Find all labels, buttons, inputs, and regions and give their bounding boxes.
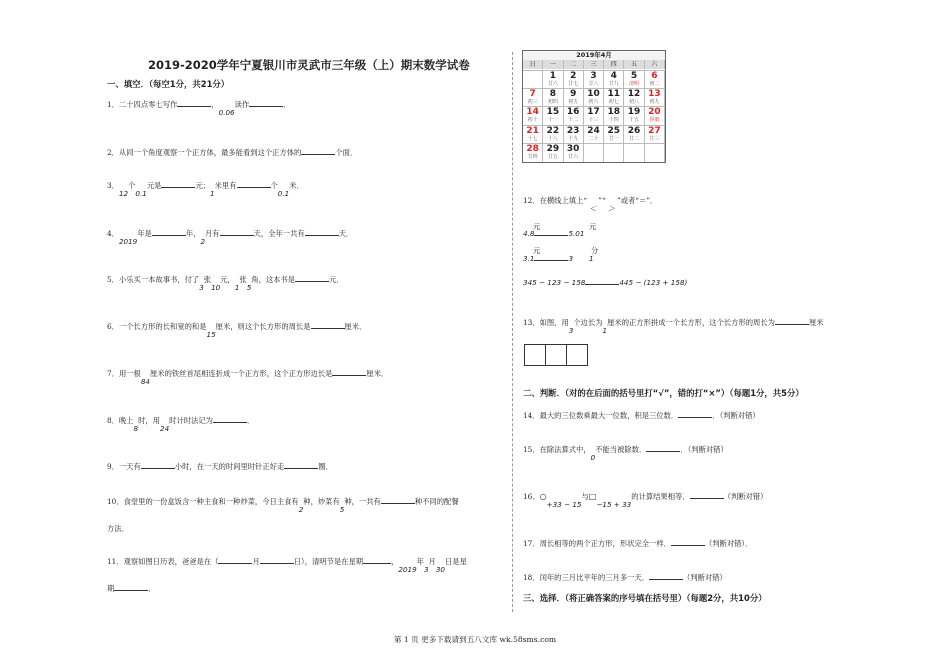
calendar-lunar-date: 二十: [588, 135, 599, 142]
calendar-day: [523, 126, 543, 144]
calendar-week-row: [523, 70, 665, 89]
question-10-cont: 方法．: [107, 524, 129, 533]
section-2-heading: 二、判断．（对的在后面的括号里打“√”，错的打“×”）（每题1分，共5分）: [523, 388, 804, 398]
calendar-week-row: [523, 106, 665, 125]
question-17: 17．周长相等的两个正方形，形状完全一样． （判断对错）．: [523, 539, 753, 548]
calendar-day: [564, 144, 584, 162]
calendar-lunar-date: 谷雨: [649, 117, 660, 124]
calendar-day: [624, 107, 644, 125]
calendar-table: [522, 50, 666, 163]
calendar-day-number: 16: [566, 107, 580, 118]
calendar-day: [584, 126, 604, 144]
question-4: 4．2019年是 年，2月有 天，全年一共有 天．: [107, 229, 354, 246]
calendar-lunar-date: 廿三: [649, 135, 660, 142]
calendar-day: [523, 71, 543, 89]
question-7: 7．用一根84厘米的铁丝首尾相连折成一个正方形，这个正方形边长是 厘米．: [107, 369, 389, 386]
question-13: 13．如图，用3个边长为1厘米的正方形拼成一个长方形，这个长方形的周长为 厘米: [523, 318, 824, 335]
calendar-lunar-date: 廿六: [568, 153, 579, 160]
calendar-day: [604, 71, 624, 89]
calendar-day: [645, 107, 665, 125]
calendar-day: [564, 107, 584, 125]
calendar-day-number: 5: [630, 71, 638, 81]
calendar-day: [624, 89, 644, 107]
calendar-day-number: 15: [546, 107, 560, 118]
question-12-row1: 元: [533, 222, 541, 231]
section-1-heading: 一、填空．（每空1分，共21分）: [107, 79, 230, 89]
calendar-day: [523, 107, 543, 125]
calendar-day: [564, 126, 584, 144]
calendar-weekday: 三: [584, 60, 604, 69]
page-footer: 第 1 页 更多下载请到五八文库 wk.58sms.com: [393, 635, 557, 644]
calendar-day: [523, 144, 543, 162]
calendar-weekday: 六: [645, 60, 665, 69]
calendar-day: [584, 89, 604, 107]
calendar-lunar-date: 廿二: [629, 135, 640, 142]
calendar-lunar-date: 初三: [527, 99, 538, 106]
calendar-lunar-date: 清明: [629, 81, 640, 87]
calendar-day: [604, 89, 624, 107]
calendar-weekday: 五: [624, 60, 644, 69]
question-2: 2．从同一个角度观察一个正方体，最多能看到这个正方体的 个面．: [107, 148, 358, 157]
calendar-lunar-date: 廿八: [588, 81, 599, 87]
question-6: 6．一个长方形的长和宽的和是15厘米，则这个长方形的周长是 厘米．: [107, 322, 367, 339]
calendar-weekday: 四: [604, 60, 624, 69]
calendar-day: [584, 107, 604, 125]
calendar-day: [624, 144, 644, 162]
calendar-lunar-date: 初九: [649, 99, 660, 106]
page-title: 2019-2020学年宁夏银川市灵武市三年级（上）期末数学试卷: [148, 58, 470, 72]
question-12-row3: 345 − 123 − 158 445 − (123 + 158): [523, 278, 688, 287]
calendar-day: [543, 71, 563, 89]
calendar-day-number: 14: [526, 107, 539, 118]
calendar-day-number: 18: [607, 107, 621, 118]
question-12-row1-unit: 元: [589, 222, 597, 231]
calendar-day-number: 21: [526, 125, 539, 136]
calendar-day: [543, 126, 563, 144]
calendar-day: [543, 89, 563, 107]
calendar-day: [584, 71, 604, 89]
calendar-lunar-date: 初五: [568, 99, 579, 106]
calendar-day-number: 12: [627, 89, 641, 100]
question-9: 9．一天有 小时，在一天的时间里时针正好走 圈．: [107, 462, 333, 471]
calendar-lunar-date: 十三: [588, 117, 599, 124]
calendar-lunar-date: 十七: [527, 135, 538, 142]
calendar-lunar-date: 十九: [568, 135, 579, 142]
calendar-lunar-date: 十一: [547, 117, 558, 124]
calendar-lunar-date: 廿九: [608, 81, 619, 87]
calendar-lunar-date: 初八: [629, 99, 640, 106]
question-12: 12．在横线上填上“＜”“＞”或者“＝”．: [523, 196, 658, 213]
calendar-day: [604, 107, 624, 125]
calendar-lunar-date: 廿四: [527, 153, 538, 160]
question-14: 14．最大的三位数乘最大一位数，积是三位数． ．（判断对错）: [523, 411, 760, 420]
calendar-lunar-date: 十二: [568, 117, 579, 124]
calendar-title: 2019年4月: [523, 51, 665, 60]
calendar-day: [604, 126, 624, 144]
question-11: 11．观察如图日历表，爸爸是在（ 月 日），清明节是在星期 ，2019年3月30日是星: [107, 557, 467, 574]
calendar-day: [645, 126, 665, 144]
question-3: 3．12个0.1元是 元；1米里有 个0.1米．: [107, 181, 304, 198]
calendar-lunar-date: 廿六: [547, 81, 558, 87]
calendar-lunar-date: 廿七: [568, 81, 579, 87]
calendar-day: [564, 89, 584, 107]
question-11-cont: 期 ．: [107, 584, 156, 593]
calendar-day-number: 1: [549, 71, 557, 81]
question-12-row2: 元: [533, 246, 541, 255]
question-1: 1．二十四点零七写作 ，0.06读作 ．: [107, 100, 291, 117]
calendar-day-number: 27: [648, 125, 661, 136]
calendar-weekday: 二: [564, 60, 584, 69]
calendar-day-number: 7: [529, 89, 536, 100]
calendar-day-number: 19: [627, 107, 641, 118]
calendar-day-number: 20: [648, 107, 661, 118]
square-2: [545, 344, 567, 366]
calendar-day-number: 11: [607, 89, 621, 100]
calendar-day: [604, 144, 624, 162]
question-10: 10．食堂里的一份盒饭含一种主食和一种炒菜，今日主食有2种，炒菜有5种，一共有 种不同的配餐: [107, 497, 459, 514]
calendar-day-number: 22: [546, 125, 560, 136]
calendar-lunar-date: 十四: [608, 117, 619, 124]
calendar-day-number: 3: [590, 71, 597, 81]
calendar-lunar-date: 廿一: [608, 135, 619, 142]
question-5: 5．小乐买一本故事书，付了3张10元，1张5角，这本书是 元．: [107, 275, 344, 292]
calendar-day-number: 17: [587, 107, 600, 118]
calendar-lunar-date: 初十: [527, 117, 538, 124]
calendar-day: [645, 89, 665, 107]
calendar-day-number: 30: [566, 143, 580, 154]
square-3: [566, 344, 588, 366]
square-1: [524, 344, 546, 366]
calendar-day-number: 8: [549, 89, 557, 100]
calendar-lunar-date: 初七: [608, 99, 619, 106]
calendar-day-number: 2: [570, 71, 577, 81]
calendar-day-number: 13: [648, 89, 661, 100]
section-3-heading: 三、选择．（将正确答案的序号填在括号里）（每题2分，共10分）: [523, 593, 767, 603]
calendar-day-number: 23: [566, 125, 580, 136]
calendar-day-number: 10: [587, 89, 600, 100]
calendar-week-row: [523, 143, 665, 162]
calendar-day-number: 24: [587, 125, 600, 136]
calendar-day: [624, 71, 644, 89]
question-12-v5: 1: [589, 254, 594, 263]
calendar-day-number: 26: [627, 125, 641, 136]
calendar-day-number: 4: [610, 71, 617, 81]
question-8: 8．晚上8时，用24时计时法记为 ．: [107, 416, 255, 433]
calendar-week-row: [523, 88, 665, 107]
calendar-day: [645, 144, 665, 162]
question-12-v1: 4.8 5.01: [523, 229, 585, 238]
question-12-row2-unit: 分: [591, 246, 599, 255]
calendar-day: [543, 107, 563, 125]
calendar-day-number: 9: [570, 89, 577, 100]
calendar-lunar-date: 初四: [547, 99, 558, 106]
calendar-lunar-date: 十五: [629, 117, 640, 124]
calendar-day: [523, 89, 543, 107]
calendar-weekday: 日: [523, 60, 543, 69]
calendar-day-number: 25: [607, 125, 621, 136]
calendar-day: [584, 144, 604, 162]
calendar-header-row: [523, 60, 665, 69]
calendar-day-number: 28: [526, 143, 539, 154]
question-15: 15．在除法算式中，0不能当被除数． ．（判断对错）: [523, 445, 728, 462]
calendar-lunar-date: 廿五: [547, 153, 558, 160]
calendar-lunar-date: 初二: [649, 81, 660, 87]
question-16: 16．○+33 − 15与□−15 + 33的计算结果相等． （判断对错）: [523, 492, 768, 509]
calendar-week-row: [523, 125, 665, 144]
calendar-day: [624, 126, 644, 144]
column-divider: [512, 52, 513, 612]
question-18: 18．闰年的三月比平年的三月多一天． （判断对错）: [523, 573, 727, 582]
calendar-day: [645, 71, 665, 89]
calendar-day-number: 6: [651, 71, 658, 81]
calendar-lunar-date: 初六: [588, 99, 599, 106]
calendar-lunar-date: 十八: [547, 135, 558, 142]
question-12-v3: 3.1 3: [523, 254, 574, 263]
calendar-day: [543, 144, 563, 162]
calendar-day: [564, 71, 584, 89]
calendar-day-number: 29: [546, 143, 560, 154]
calendar-weekday: 一: [543, 60, 563, 69]
